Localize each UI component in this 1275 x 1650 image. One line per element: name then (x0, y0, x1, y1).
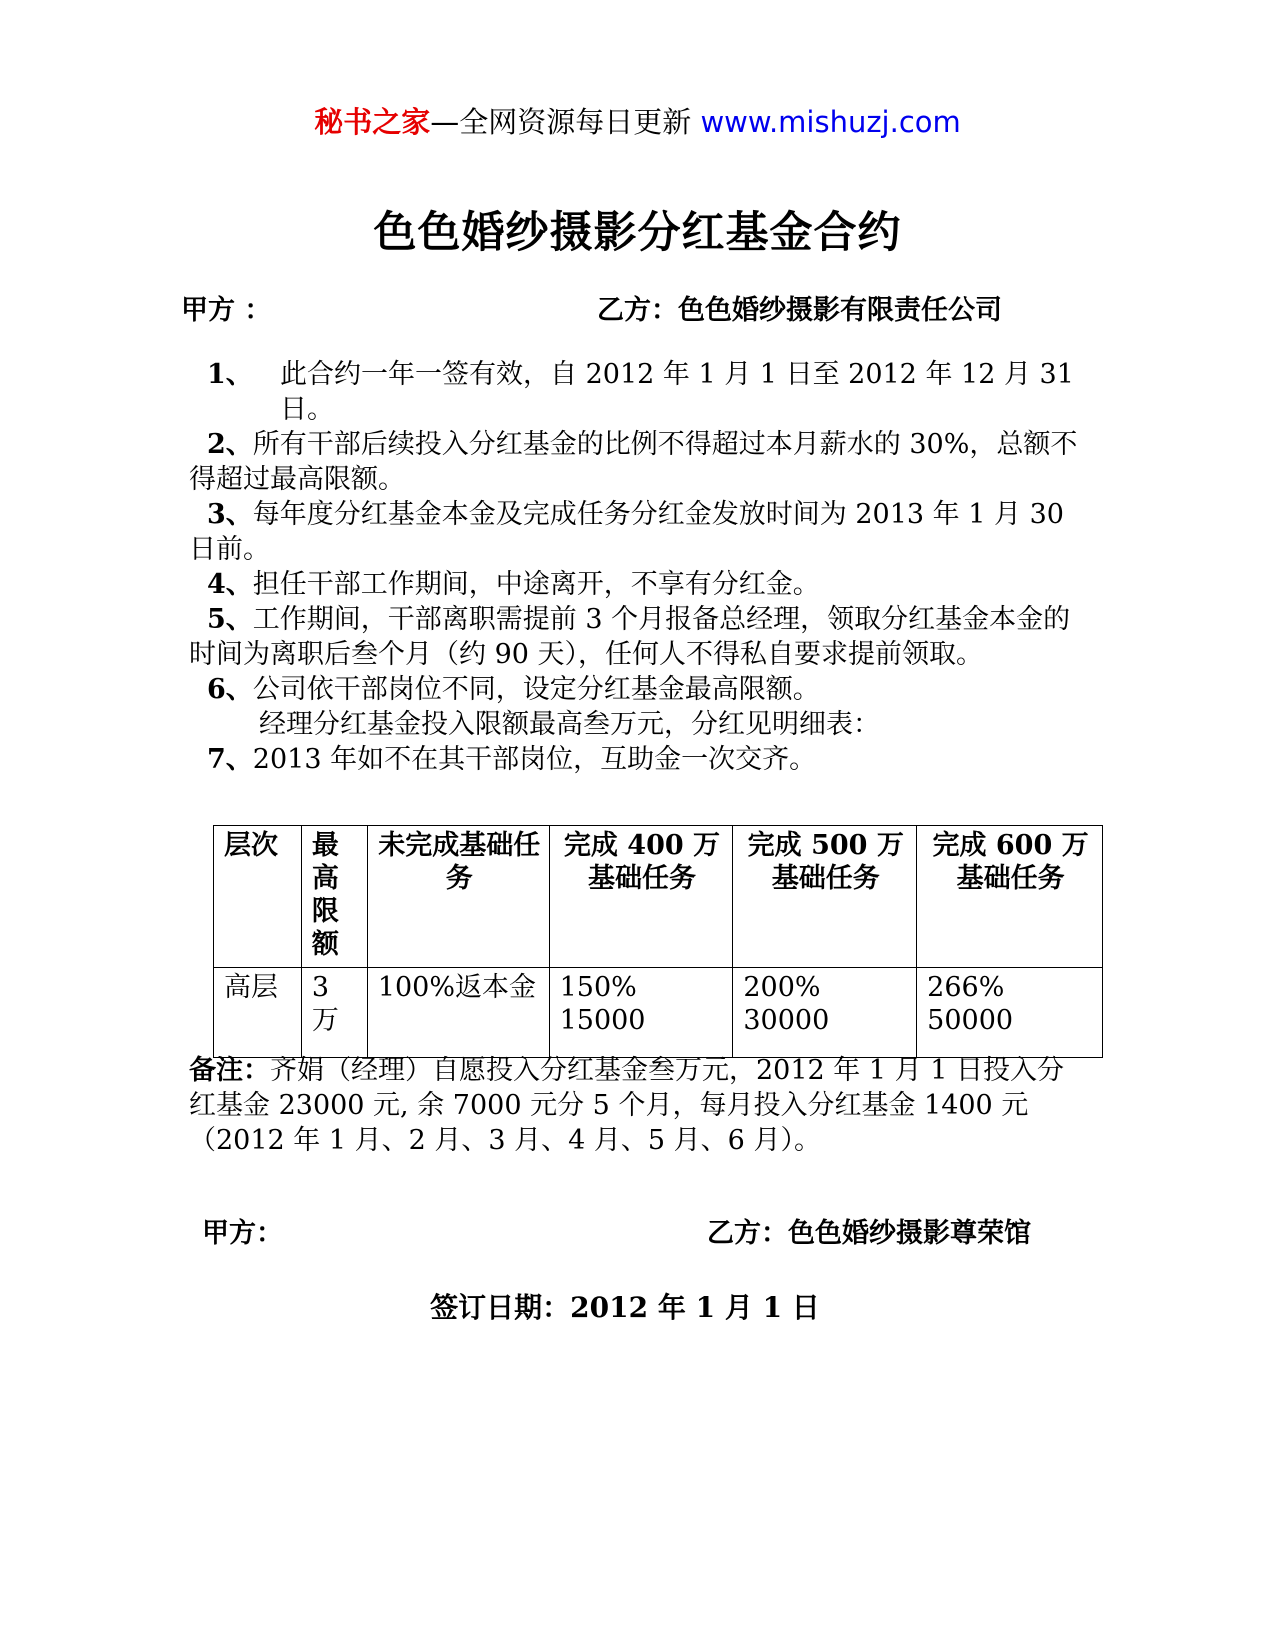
note-text: 齐娟（经理）自愿投入分红基金叁万元，2012 年 1 月 1 日投入分红基金 23000 元, 余 7000 元分 5 个月，每月投入分红基金 1400 元（2012 年 1 月、2 月、3 月、4 月、5 月、6 月）。 (189, 1055, 1064, 1156)
party-b-top: 乙方：色色婚纱摄影有限责任公司 (597, 295, 1002, 326)
clause-text: 2013 年如不在其干部岗位，互助金一次交齐。 (252, 744, 817, 775)
cell-400-amount: 15000 (559, 1005, 646, 1036)
clause-number: 7、 (207, 744, 253, 775)
clause-text: 每年度分红基金本金及完成任务分红金发放时间为 2013 年 1 月 30 日前。 (189, 499, 1064, 565)
bonus-table (213, 825, 1103, 1058)
clause-number: 2、 (207, 429, 253, 460)
cell-unfinished: 100%返本金 (367, 968, 549, 1058)
clause-1 (189, 357, 1089, 427)
clause-number: 1、 (207, 359, 253, 390)
cell-600 (917, 968, 1103, 1058)
header-level: 层次 (214, 826, 302, 968)
cell-limit-unit: 万 (311, 1005, 339, 1036)
clause-text: 公司依干部岗位不同，设定分红基金最高限额。 (252, 674, 820, 705)
clause-text: 所有干部后续投入分红基金的比例不得超过本月薪水的 30%，总额不得超过最高限额。 (189, 429, 1078, 495)
clause-5 (189, 602, 1089, 672)
cell-500-rate: 200% (743, 972, 821, 1003)
header-400: 完成 400 万基础任务 (549, 826, 733, 968)
clause-7 (189, 742, 1089, 777)
clause-number: 3、 (207, 499, 253, 530)
clauses-list (189, 357, 1089, 777)
clause-4 (189, 567, 1089, 602)
cell-limit (301, 968, 367, 1058)
table-header-row (214, 826, 1103, 968)
cell-500 (733, 968, 917, 1058)
clause-2 (189, 427, 1089, 497)
signing-date: 签订日期：2012 年 1 月 1 日 (430, 1291, 820, 1324)
site-header (0, 102, 1275, 142)
clause-number: 6、 (207, 674, 253, 705)
header-limit: 最高限额 (301, 826, 367, 968)
clause-3 (189, 497, 1089, 567)
header-tagline: —全网资源每日更新 (430, 105, 692, 139)
header-600: 完成 600 万基础任务 (917, 826, 1103, 968)
cell-level: 高层 (214, 968, 302, 1058)
cell-limit-value: 3 (311, 972, 330, 1003)
cell-600-rate: 266% (927, 972, 1005, 1003)
clause-text: 工作期间，干部离职需提前 3 个月报备总经理，领取分红基金本金的时间为离职后叁个月（约 90 天），任何人不得私自要求提前领取。 (189, 604, 1071, 670)
header-brand: 秘书之家 (314, 105, 431, 139)
cell-400 (549, 968, 733, 1058)
party-b-bottom: 乙方：色色婚纱摄影尊荣馆 (707, 1218, 1031, 1249)
cell-400-rate: 150% (559, 972, 637, 1003)
cell-500-amount: 30000 (743, 1005, 830, 1036)
clause-text: 此合约一年一签有效，自 2012 年 1 月 1 日至 2012 年 12 月 31 (280, 359, 1074, 390)
clause-number: 4、 (207, 569, 253, 600)
clause-6 (189, 672, 1089, 707)
table-row (214, 968, 1103, 1058)
header-500: 完成 500 万基础任务 (733, 826, 917, 968)
clause-subtext: 经理分红基金投入限额最高叁万元，分红见明细表： (259, 709, 880, 740)
header-website-link[interactable]: www.mishuzj.com (700, 105, 961, 139)
clause-6-subtext (189, 707, 1089, 742)
clause-number: 5、 (207, 604, 253, 635)
clause-text-cont: 日。 (280, 394, 334, 425)
cell-600-amount: 50000 (927, 1005, 1014, 1036)
party-a-top: 甲方 ： (181, 295, 272, 326)
note-label: 备注： (189, 1055, 270, 1086)
header-unfinished: 未完成基础任务 (367, 826, 549, 968)
party-a-bottom: 甲方： (202, 1218, 283, 1249)
note-paragraph (189, 1053, 1089, 1158)
document-title: 色色婚纱摄影分红基金合约 (373, 208, 902, 258)
clause-text: 担任干部工作期间，中途离开，不享有分红金。 (252, 569, 820, 600)
